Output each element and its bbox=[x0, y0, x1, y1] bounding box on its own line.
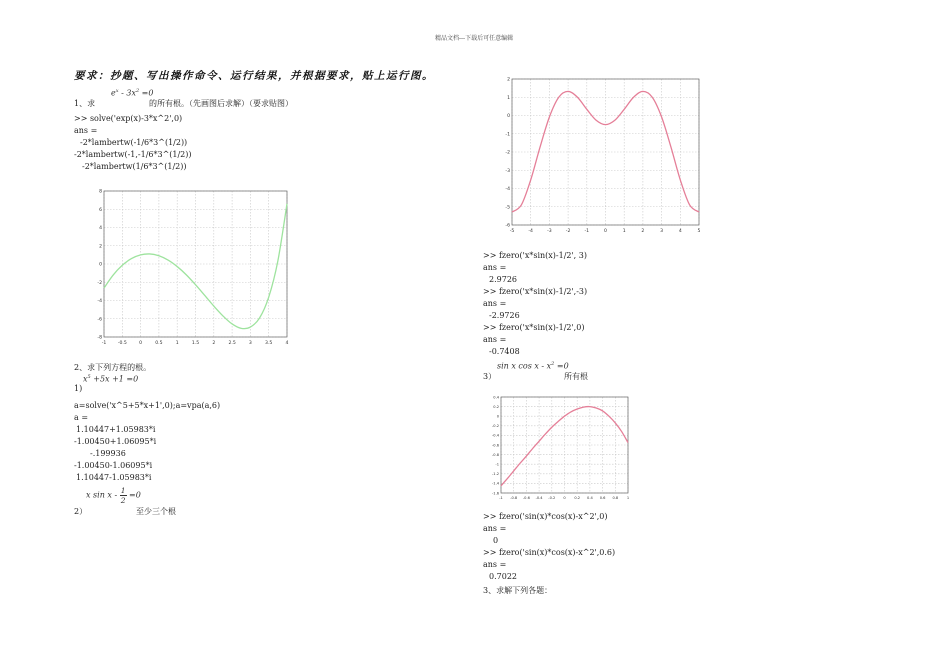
q2-fzero-code-block bbox=[483, 250, 587, 358]
x-tick-label: 3 bbox=[248, 341, 252, 347]
code-line: ans = bbox=[483, 299, 507, 308]
q2-sub2-label: 2） bbox=[74, 507, 88, 516]
y-tick-label: 4 bbox=[99, 226, 102, 232]
q2-sub3-label: 3） bbox=[483, 372, 497, 381]
y-tick-label: -0.2 bbox=[491, 424, 499, 429]
x-tick-label: 3.5 bbox=[265, 341, 273, 347]
q2-sub3-plot bbox=[488, 393, 633, 501]
x-tick-label: 1 bbox=[626, 496, 630, 501]
y-tick-label: -0.8 bbox=[491, 452, 499, 457]
y-tick-label: -8 bbox=[97, 335, 102, 341]
code-line: -2*lambertw(-1/6*3^(1/2)) bbox=[80, 138, 188, 147]
x-tick-label: -0.8 bbox=[510, 496, 518, 501]
x-tick-label: 1 bbox=[622, 229, 626, 235]
x-tick-label: -2 bbox=[565, 229, 571, 235]
q2-sub1-equation: $x^5 +5x +1 =0$ bbox=[83, 374, 139, 384]
q2-sub2-suffix: 至少三个根 bbox=[136, 507, 176, 516]
code-line: >> fzero('sin(x)*cos(x)-x^2',0.6) bbox=[483, 548, 616, 557]
y-tick-label: 2 bbox=[507, 77, 510, 83]
x-tick-label: 0.5 bbox=[155, 341, 163, 347]
x-tick-label: 0 bbox=[563, 496, 566, 501]
code-line: ans = bbox=[483, 524, 507, 533]
x-tick-label: 0.8 bbox=[612, 496, 619, 501]
x-tick-label: 4 bbox=[678, 229, 682, 235]
code-line: -.199936 bbox=[90, 449, 126, 458]
x-tick-label: 2.5 bbox=[228, 341, 236, 347]
code-line: -1.00450-1.06095*i bbox=[74, 461, 153, 470]
y-tick-label: -6 bbox=[505, 223, 510, 229]
x-tick-label: 1 bbox=[175, 341, 179, 347]
x-tick-label: -1 bbox=[101, 341, 107, 347]
x-tick-label: 5 bbox=[697, 229, 701, 235]
y-tick-label: 0.2 bbox=[493, 404, 499, 409]
code-line: 2.9726 bbox=[489, 275, 517, 284]
q2-sub1-label: 1) bbox=[74, 384, 83, 393]
y-tick-label: -5 bbox=[505, 205, 510, 211]
q2-sub2-plot bbox=[500, 74, 704, 236]
x-tick-label: -1 bbox=[499, 496, 503, 501]
y-tick-label: 0 bbox=[496, 414, 499, 419]
x-tick-label: 3 bbox=[660, 229, 664, 235]
code-line: >> fzero('x*sin(x)-1/2', 3) bbox=[483, 251, 587, 260]
y-tick-label: -1.6 bbox=[491, 491, 499, 496]
y-tick-label: -3 bbox=[505, 168, 510, 174]
q2-sub3-equation: sin x $\cos x - x^2 =0$ bbox=[497, 361, 569, 371]
x-tick-label: 0.2 bbox=[574, 496, 581, 501]
y-tick-label: 0.4 bbox=[493, 395, 499, 400]
code-line: ans = bbox=[483, 263, 507, 272]
x-tick-label: -3 bbox=[547, 229, 552, 235]
y-tick-label: -0.6 bbox=[491, 443, 499, 448]
x-tick-label: 1.5 bbox=[191, 341, 200, 347]
q3-title: 3、求解下列各题： bbox=[483, 586, 553, 595]
y-tick-label: 6 bbox=[99, 207, 102, 213]
q2-sub2-equation: x sin x - $\frac{1}{2}$ =0 bbox=[86, 486, 141, 505]
x-tick-label: 0 bbox=[604, 229, 607, 235]
y-tick-label: -1 bbox=[495, 462, 499, 467]
q1-code-block bbox=[74, 113, 192, 173]
x-tick-label: -0.6 bbox=[522, 496, 530, 501]
x-tick-label: -4 bbox=[528, 229, 533, 235]
x-tick-label: -0.4 bbox=[535, 496, 543, 501]
code-line: ans = bbox=[483, 560, 507, 569]
q2-title: 2、求下列方程的根。 bbox=[74, 363, 152, 372]
y-tick-label: -6 bbox=[97, 317, 102, 323]
y-tick-label: -0.4 bbox=[491, 433, 499, 438]
requirement-heading: 要求：抄题、写出操作命令、运行结果，并根据要求，贴上运行图。 bbox=[74, 70, 434, 82]
y-tick-label: -4 bbox=[97, 299, 102, 305]
y-tick-label: 0 bbox=[99, 262, 102, 268]
y-tick-label: -1 bbox=[505, 132, 510, 138]
code-line: -2*lambertw(1/6*3^(1/2)) bbox=[82, 162, 187, 171]
x-tick-label: -5 bbox=[509, 229, 515, 235]
code-line: 1.10447+1.05983*i bbox=[76, 425, 156, 434]
code-line: -1.00450+1.06095*i bbox=[74, 437, 157, 446]
y-tick-label: 1 bbox=[507, 95, 510, 101]
y-tick-label: -1.4 bbox=[491, 481, 499, 486]
x-tick-label: -1 bbox=[584, 229, 590, 235]
code-line: >> solve('exp(x)-3*x^2',0) bbox=[74, 114, 183, 123]
code-line: ans = bbox=[483, 335, 507, 344]
q1-suffix: 的所有根。（先画图后求解）（要求贴图） bbox=[149, 99, 293, 108]
code-line: -2.9726 bbox=[489, 311, 520, 320]
code-line: 1.10447-1.05983*i bbox=[76, 473, 152, 482]
y-tick-label: 8 bbox=[99, 189, 102, 195]
q2-sub3-suffix: 所有根 bbox=[564, 372, 588, 381]
q1-equation: $e^x - 3x^2 =0$ bbox=[111, 88, 154, 98]
code-line: >> fzero('x*sin(x)-1/2',0) bbox=[483, 323, 585, 332]
y-tick-label: -2 bbox=[505, 150, 510, 156]
y-tick-label: -2 bbox=[97, 280, 102, 286]
x-tick-label: 0.4 bbox=[587, 496, 593, 501]
code-line: -2*lambertw(-1,-1/6*3^(1/2)) bbox=[74, 150, 192, 159]
y-tick-label: 2 bbox=[99, 244, 102, 250]
code-line: a = bbox=[74, 413, 89, 422]
x-tick-label: -0.2 bbox=[548, 496, 556, 501]
x-tick-label: -0.5 bbox=[117, 341, 127, 347]
x-tick-label: 0 bbox=[139, 341, 143, 347]
q1-plot bbox=[92, 185, 296, 351]
code-line: -0.7408 bbox=[489, 347, 520, 356]
y-tick-label: -4 bbox=[505, 187, 510, 193]
x-tick-label: 2 bbox=[212, 341, 216, 347]
y-tick-label: -1.2 bbox=[491, 472, 499, 477]
code-line: >> fzero('x*sin(x)-1/2',-3) bbox=[483, 287, 588, 296]
x-tick-label: 4 bbox=[285, 341, 289, 347]
code-line: >> fzero('sin(x)*cos(x)-x^2',0) bbox=[483, 512, 608, 521]
code-line: 0.7022 bbox=[489, 572, 517, 581]
q1-prefix: 1、求 bbox=[74, 99, 96, 108]
page-header: 精品文档---下载后可任意编辑 bbox=[435, 35, 514, 42]
code-line: 0 bbox=[493, 536, 499, 545]
x-tick-label: 0.6 bbox=[599, 496, 606, 501]
code-line: ans = bbox=[74, 126, 98, 135]
q2-sub1-code-block bbox=[74, 400, 220, 484]
y-tick-label: 0 bbox=[507, 114, 510, 120]
code-line: a=solve('x^5+5*x+1',0);a=vpa(a,6) bbox=[74, 401, 221, 410]
q2-sub3-code-block bbox=[483, 511, 615, 583]
x-tick-label: 2 bbox=[641, 229, 645, 235]
